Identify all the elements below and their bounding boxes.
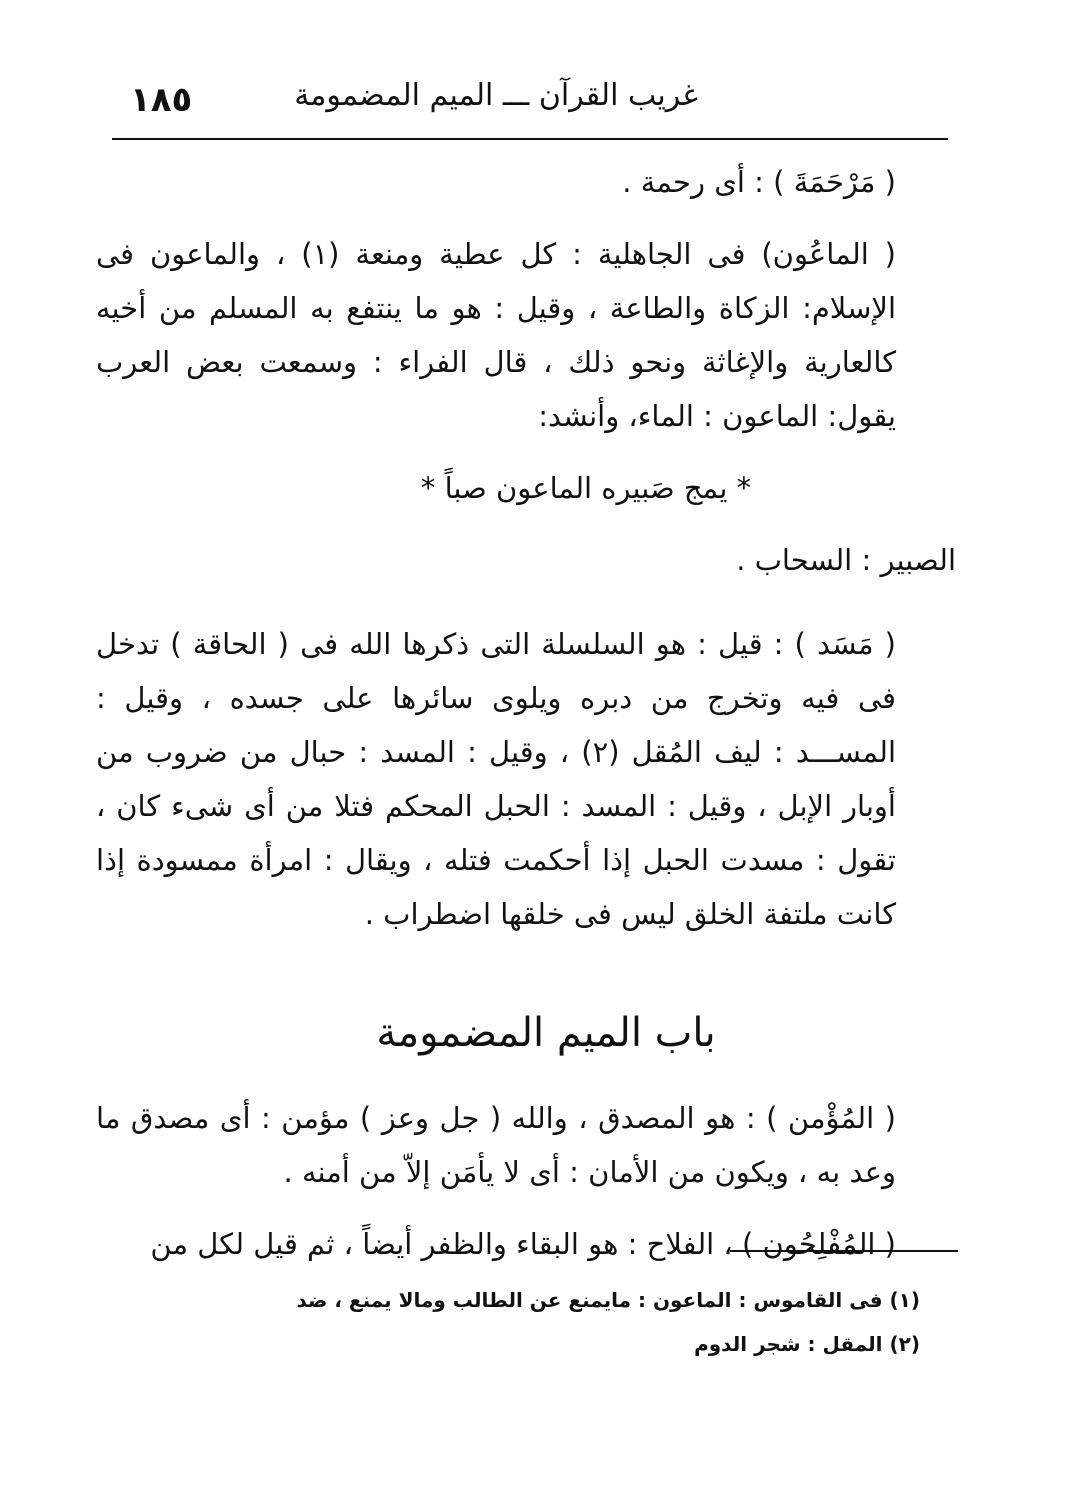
footnotes xyxy=(296,1278,920,1366)
footnote-2: (٢) المقل : شجر الدوم xyxy=(694,1332,920,1356)
footnote-1: (١) فى القاموس : الماعون : مايمنع عن الطالب ومالا يمنع ، ضد xyxy=(296,1288,920,1312)
running-title: غريب القرآن ـــ الميم المضمومة xyxy=(294,78,698,113)
entry-maun: ( الماعُون) فى الجاهلية : كل عطية ومنعة ‎(١)‎ ، والماعون فى الإسلام: الزكاة والطاعة ، وقيل : هو ما ينتفع به المسلم من أخيه كالعارية والإغاثة ونحو ذلك ، قال الفراء : وسمعت بعض العرب يقول: الماعون : الماء، وأنشد: xyxy=(96,237,896,433)
entry-sabir: الصبير : السحاب . xyxy=(736,543,956,577)
entry-masad: ( مَسَد ) : قيل : هو السلسلة التى ذكرها الله فى ( الحاقة ) تدخل فى فيه وتخرج من دبره ويلوى سائرها على جسده ، وقيل : المســـد : ليف المُقل ‎(٢)‎ ، وقيل : المسد : حبال من ضروب من أوبار الإبل ، وقيل : المسد : الحبل المحكم فتلا من أى شىء كان ، تقول : مسدت الحبل إذا أحكمت فتله ، ويقال : امرأة ممسودة إذا كانت ملتفة الخلق ليس فى خلقها اضطراب . xyxy=(96,627,897,931)
page-number: ١٨٥ xyxy=(130,80,193,120)
entry-muflihun: ( المُفْلِحُون ) ، الفلاح : هو البقاء والظفر أيضاً ، ثم قيل لكل من xyxy=(150,1227,896,1261)
footnote-rule xyxy=(730,1250,958,1252)
entry-mumin: ( المُؤْمن ) : هو المصدق ، والله ( جل وعز ) مؤمن : أى مصدق ما وعد به ، ويكون من الأمان : أى لا يأمَن إلاّ من أمنه . xyxy=(96,1101,896,1189)
entry-marhama: ( مَرْحَمَةَ ) : أى رحمة . xyxy=(622,165,896,199)
header-rule xyxy=(112,138,948,140)
verse-line: * يمج صَبيره الماعون صباً * xyxy=(420,471,752,505)
body-text xyxy=(96,155,956,1271)
running-header xyxy=(112,70,948,130)
section-heading: باب الميم المضمومة xyxy=(376,1010,716,1056)
